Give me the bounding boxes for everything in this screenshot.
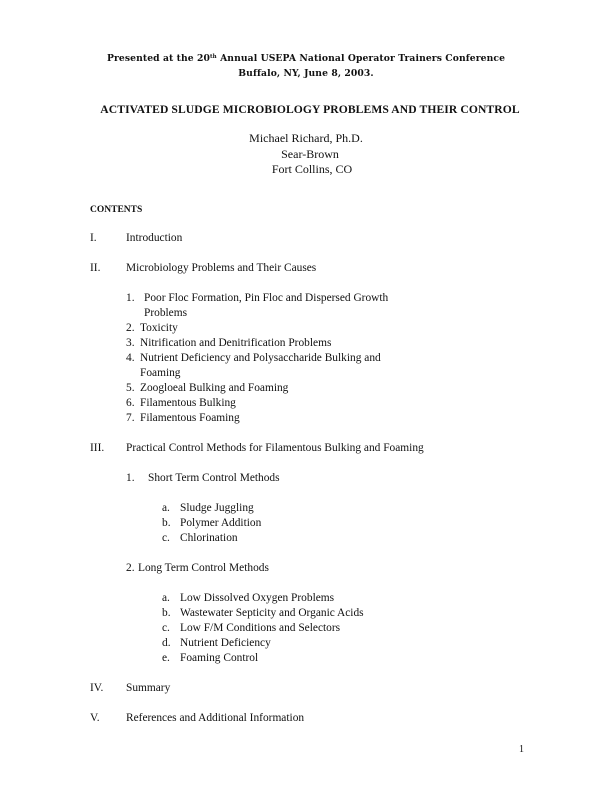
section-numeral: IV.: [90, 682, 104, 694]
list-item-toxicity[interactable]: Toxicity: [140, 322, 178, 334]
list-item-poor-floc-cont[interactable]: Problems: [144, 307, 188, 319]
section-title-summary[interactable]: Summary: [126, 682, 171, 694]
sub-item-letter: a.: [162, 592, 170, 604]
section-numeral: III.: [90, 442, 105, 454]
list-item-number: 7.: [126, 412, 135, 424]
sub-item-low-do[interactable]: Low Dissolved Oxygen Problems: [180, 592, 335, 604]
conference-header-line1: [0, 53, 612, 64]
sub-item-nutrient-deficiency[interactable]: Nutrient Deficiency: [180, 637, 271, 649]
list-item-nitrification[interactable]: Nitrification and Denitrification Problems: [140, 337, 332, 349]
author-organization: Sear-Brown: [281, 147, 339, 161]
section-title-references[interactable]: References and Additional Information: [126, 712, 305, 724]
list-item-number: 4.: [126, 352, 135, 364]
page-number: 1: [519, 744, 524, 755]
section-title-microbiology-problems[interactable]: Microbiology Problems and Their Causes: [126, 262, 317, 274]
sub-item-letter: b.: [162, 607, 171, 619]
sub-item-letter: d.: [162, 637, 171, 649]
sub-item-letter: a.: [162, 502, 170, 514]
sub-item-letter: c.: [162, 532, 170, 544]
contents-heading: CONTENTS: [90, 205, 143, 215]
list-item-nutrient-deficiency-cont[interactable]: Foaming: [140, 367, 181, 379]
subsection-short-term[interactable]: Short Term Control Methods: [148, 472, 280, 484]
sub-item-letter: c.: [162, 622, 170, 634]
sub-item-sludge-juggling[interactable]: Sludge Juggling: [180, 502, 254, 514]
author-location: Fort Collins, CO: [271, 162, 353, 176]
sub-item-letter: e.: [162, 652, 170, 664]
document-title: ACTIVATED SLUDGE MICROBIOLOGY PROBLEMS AND THEIR CONTROL: [100, 103, 520, 116]
list-item-number: 2.: [126, 322, 135, 334]
subsection-number: 1.: [126, 472, 135, 484]
sub-item-low-fm[interactable]: Low F/M Conditions and Selectors: [180, 622, 341, 634]
sub-item-polymer-addition[interactable]: Polymer Addition: [180, 517, 262, 529]
sub-item-chlorination[interactable]: Chlorination: [180, 532, 238, 544]
sub-item-septicity[interactable]: Wastewater Septicity and Organic Acids: [180, 607, 364, 619]
conference-header-pre: Presented at the 20: [106, 53, 211, 64]
author-name: Michael Richard, Ph.D.: [249, 131, 363, 145]
subsection-long-term[interactable]: Long Term Control Methods: [138, 562, 269, 574]
list-item-number: 1.: [126, 292, 135, 304]
section-numeral: V.: [90, 712, 100, 724]
ordinal-superscript: th: [210, 54, 217, 60]
list-item-poor-floc[interactable]: Poor Floc Formation, Pin Floc and Dispersed Growth: [144, 292, 389, 304]
list-item-filamentous-bulking[interactable]: Filamentous Bulking: [140, 397, 236, 409]
subsection-number: 2.: [126, 562, 135, 574]
section-title-introduction[interactable]: Introduction: [126, 232, 183, 244]
sub-item-letter: b.: [162, 517, 171, 529]
conference-header-post: Annual USEPA National Operator Trainers Conference: [216, 53, 506, 64]
list-item-number: 3.: [126, 337, 135, 349]
list-item-number: 6.: [126, 397, 135, 409]
list-item-filamentous-foaming[interactable]: Filamentous Foaming: [140, 412, 240, 424]
list-item-zoogloeal[interactable]: Zoogloeal Bulking and Foaming: [140, 382, 289, 394]
list-item-nutrient-deficiency[interactable]: Nutrient Deficiency and Polysaccharide Bulking and: [140, 352, 381, 364]
conference-header-line2: Buffalo, NY, June 8, 2003.: [238, 68, 374, 79]
section-numeral: I.: [90, 232, 97, 244]
list-item-number: 5.: [126, 382, 135, 394]
section-numeral: II.: [90, 262, 101, 274]
section-title-practical-control[interactable]: Practical Control Methods for Filamentous Bulking and Foaming: [126, 442, 424, 454]
sub-item-foaming-control[interactable]: Foaming Control: [180, 652, 259, 664]
